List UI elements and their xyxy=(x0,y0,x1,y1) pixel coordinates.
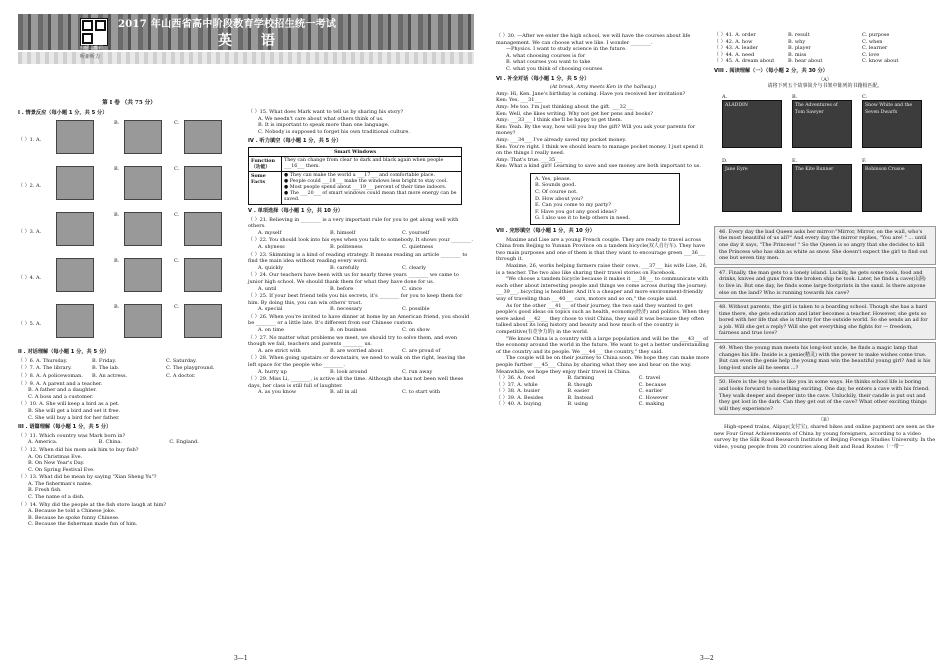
option: A. as you know xyxy=(258,389,297,396)
picture-image xyxy=(124,304,162,338)
book xyxy=(722,94,782,148)
options xyxy=(248,369,474,376)
picture-image xyxy=(184,304,222,338)
function-label: Function（功能） xyxy=(249,156,282,171)
option-picture xyxy=(114,120,174,160)
book xyxy=(862,94,922,148)
dialog-option: B. Sounds good. xyxy=(535,182,577,189)
picture-image xyxy=(124,166,162,200)
question-text: （ ）29. Miss Li, ________, is active all the time. Although she has not been well these days, her class is still full of laughter. xyxy=(248,376,464,389)
option: B. before xyxy=(330,285,354,292)
book xyxy=(792,158,852,212)
option-b: B. Friday. xyxy=(92,357,117,364)
question-9: （ ）9. A. A parent and a teacher. B. A father and a daughter. C. A boss and a customer. xyxy=(18,380,103,400)
choice-option: （ ）45. A. dream about xyxy=(714,58,775,65)
cloze-paragraph: "We know China is a country with a large population and will be the ___43___ of the economy around the world in the future. We want to get a better understanding of the country and its people. We ___44___ the country," they said. xyxy=(496,335,709,355)
column-4 xyxy=(714,32,936,450)
picture-image xyxy=(124,120,162,154)
question-13: （ ）13. What did he mean by saying "Xian Sheng Yu"? A. The fisherman's name. B. Fresh fish. C. The name of a dish. xyxy=(18,474,157,501)
choice-option: C. purpose xyxy=(862,32,890,38)
option-picture xyxy=(174,304,234,344)
option: B. on business xyxy=(330,327,367,334)
option: A. hurry up xyxy=(258,368,287,375)
picture-image xyxy=(56,212,94,246)
question-text: （ ）7. A. The library. xyxy=(18,365,72,372)
option-c: C. Saturday. xyxy=(166,357,197,364)
option: A. are strict with xyxy=(258,347,301,354)
book-description: 47. Finally, the man gets to a lonely island. Luckily, he gets some tools, food and drinks, knives and guns from the broken ship he took. Later, he finds a cave(山洞) to live in. But one day, he finds some large footprints in the sand. Is there anyone else on the land? Who is running towards his cave? xyxy=(714,267,936,299)
function-text: They can change from clear to dark and black again when people ___16___ them. xyxy=(282,156,462,171)
header-banner xyxy=(18,14,474,50)
choice-option: （ ）38. A. busier xyxy=(496,388,540,395)
cloze-choices-cont xyxy=(714,32,936,65)
option: C. clearly xyxy=(402,264,426,271)
option: C. since xyxy=(402,285,422,292)
table-title: Smart Windows xyxy=(249,147,462,156)
cloze-passage xyxy=(496,237,710,375)
option: A. on time xyxy=(258,327,284,334)
option-picture xyxy=(114,304,174,344)
options xyxy=(248,306,474,313)
cloze-choices xyxy=(496,375,710,408)
option: C. quietness xyxy=(402,243,434,250)
book-cover: Jane Eyre xyxy=(722,164,782,211)
exam-header xyxy=(18,8,474,96)
book-letter: C. xyxy=(862,93,868,100)
header-band xyxy=(18,52,474,64)
book xyxy=(792,94,852,148)
cloze-paragraph: The couple will be on their journey to China soon. We hope they can make more people further ___45___ China by sharing what they see and hear on the way. Meanwhile, we hope they enjoy their travel in China. xyxy=(496,355,710,375)
multiple-choice-list xyxy=(248,217,474,396)
book xyxy=(862,158,922,212)
dialog-questions xyxy=(18,358,240,380)
dialog-line: Ken: Well, she likes writing. Why not get her pens and books? xyxy=(496,110,653,117)
book-cover: Robinson Crusoe xyxy=(862,164,922,211)
options xyxy=(248,348,474,355)
cloze-paragraph: Maxime, 26, works helping farmers raise their cows, ___37___ his wife Lise, 26, is a teacher. The two also like sharing their travel stories on Facebook. xyxy=(496,263,708,276)
question-12: （ ）12. When did his mom ask him to buy fish? A. On Christmas Eve. B. On New Year's Day. C. On Spring Festival Eve. xyxy=(18,446,139,473)
mc-question xyxy=(248,376,474,396)
picture-question-5 xyxy=(18,302,240,346)
choice-option: B. though xyxy=(567,381,593,388)
book-descriptions xyxy=(714,226,936,416)
option: A. myself xyxy=(258,229,282,236)
book-letter: F. xyxy=(862,157,867,164)
options xyxy=(248,327,474,334)
choice-option: B. using xyxy=(567,401,588,408)
options xyxy=(248,230,474,237)
mc-question xyxy=(248,335,474,355)
column-1 xyxy=(18,100,240,529)
question-number: （ ）4. A. xyxy=(18,274,42,281)
cloze-choice xyxy=(714,52,936,59)
book-description: 50. Here is the boy who is like you in some ways. He thinks school life is boring and looks forward to something exciting. One day, he enters a cave with his friend. They walk deeper and deeper into the cave. Unluckily, their candle is put out and they get lost in the dark. Can they get out of the cave? What other exciting things will they experience? xyxy=(714,376,936,415)
question-text: （ ）24. Our teachers have been with us for nearly three years ________ we came to junior high school. We should thank them for what they have done for us. xyxy=(248,272,459,285)
options xyxy=(248,286,474,293)
picture-question-3 xyxy=(18,210,240,254)
option: C. are proud of xyxy=(402,347,441,354)
question-number: （ ）3. A. xyxy=(18,228,42,235)
question-text: （ ）25. If your best friend tells you his secrets, it's ________ for you to keep them for him. By doing this, you can win others' trust. xyxy=(248,293,463,306)
picture-image xyxy=(124,212,162,246)
section-6-title: VI . 补全对话（每小题 1 分，共 5 分） xyxy=(496,75,590,82)
option-b: B. An actress. xyxy=(92,372,128,379)
question-text: （ ）22. You should look into his eyes when you talk to somebody. It shows your ________. xyxy=(248,237,473,244)
choice-option: C. making xyxy=(638,401,665,408)
choice-option: C. travel xyxy=(638,375,661,382)
option: A. shyness xyxy=(258,243,285,250)
choice-option: B. result xyxy=(788,32,810,38)
picture-image xyxy=(56,258,94,292)
option: B. himself xyxy=(330,229,356,236)
cloze-choice xyxy=(714,45,936,52)
question-10: （ ）10. A. She will keep a bird as a pet. B. She will get a bird and set it free. C. She will buy a bird for her father. xyxy=(18,401,121,421)
question-text: （ ）8. A. A policewoman. xyxy=(18,372,83,379)
dialog-question xyxy=(18,365,240,372)
question-14: （ ）14. Why did the people at the fish store laugh at him? A. Because he told a Chinese joke. B. Because he spoke funny Chinese. C. Because the fisherman made fun of him. xyxy=(18,501,167,528)
sub-a: （A） xyxy=(818,76,832,83)
option-letter: C. xyxy=(174,212,180,219)
choice-option: B. miss xyxy=(788,51,807,58)
option-letter: C. xyxy=(174,304,180,311)
dialog-question xyxy=(18,358,240,365)
option: B. necessary xyxy=(330,306,363,313)
choice-option: C. because xyxy=(638,381,667,388)
picture-question-2 xyxy=(18,164,240,208)
picture-question-1 xyxy=(18,118,240,162)
book-letter: E. xyxy=(792,157,798,164)
picture-image xyxy=(184,120,222,154)
book-description: 49. When the young man meets his long-lost uncle, he finds a magic lamp that changes his life. Inside is a genie(精灵) with the power to make wishes come true. But can even the genie help the young man win the beautiful young girl? And is his long-lost uncle all he seems ...? xyxy=(714,342,936,374)
choice-option: （ ）41. A. order xyxy=(714,32,756,38)
section-2-title: II . 对话理解（每小题 1 分，共 5 分） xyxy=(18,349,110,356)
cloze-choice xyxy=(496,388,710,395)
choice-option: C. when xyxy=(862,38,883,45)
qr-code[interactable] xyxy=(80,18,108,46)
book xyxy=(722,158,782,212)
option: A. until xyxy=(258,285,277,292)
choice-option: （ ）42. A. how xyxy=(714,38,753,45)
dialog-line: Ken: What a kind girl! Learning to save and use money are both important to us. xyxy=(496,163,701,170)
section-5-title: V . 单项选择（每小题 1 分，共 10 分） xyxy=(248,207,344,214)
dialog-line: Amy: ___33___ I think she'll be happy to get them. xyxy=(496,117,623,124)
option: C. possible xyxy=(402,306,430,313)
dialog-line: Amy: ___34___ I've already saved my pocket money. xyxy=(496,136,627,143)
option-letter: B. xyxy=(114,304,120,311)
exam-title: 2017 年山西省高中阶段教育学校招生统一考试 xyxy=(118,19,337,30)
dialog-options-box xyxy=(530,173,680,225)
option-picture xyxy=(54,212,114,252)
cloze-choice xyxy=(714,32,936,39)
choice-option: （ ）44. A. need xyxy=(714,51,755,58)
book-cover: The Adventures of Tom Sawyer xyxy=(792,100,852,147)
dialog-line: Ken: You're right. I think we should learn to manage pocket money. I just spend it on the things I really need. xyxy=(496,143,704,157)
dialog-lines xyxy=(496,91,710,170)
mc-question xyxy=(248,217,474,237)
choice-option: B. Instead xyxy=(567,394,594,401)
dialog-option: A. Yes, please. xyxy=(535,175,572,182)
dialog-option: F. Have you got any good ideas? xyxy=(535,208,617,215)
stage-direction: (At break, Amy meets Ken in the hallway.) xyxy=(549,84,657,91)
question-text: （ ）28. When going upstairs or downstairs, we need to walk on the right, leaving the left space for the people who ________. xyxy=(248,355,466,369)
option: A. special xyxy=(258,306,283,313)
option-letter: B. xyxy=(114,120,120,127)
cloze-choice xyxy=(496,382,710,389)
option-picture xyxy=(174,258,234,298)
choice-option: B. farming xyxy=(567,375,595,382)
choice-option: C. However xyxy=(638,394,669,401)
picture-image xyxy=(184,166,222,200)
option-picture xyxy=(114,258,174,298)
option-letter: C. xyxy=(174,120,180,127)
dialog-option: D. How about you? xyxy=(535,195,583,202)
cloze-paragraph: "We choose a tandem bicycle because it makes it ___38___ to communicate with each other about interesting people and things we come across during the journey. ___39___, bicycling is healthier. And it's a cheaper and more environment-friendly way of traveling than ___40___ cars, motors and so on," the couple said. xyxy=(496,276,709,302)
cloze-choice xyxy=(496,395,710,402)
question-text: （ ）21. Believing in ________ is a very important rule for you to get along well with others. xyxy=(248,216,459,230)
mc-question xyxy=(248,272,474,292)
option-picture xyxy=(174,120,234,160)
choice-option: （ ）43. A. leader xyxy=(714,45,759,52)
section-3-title: III . 语篇理解（每小题 1 分，共 5 分） xyxy=(18,424,112,431)
option-c: C. The playground. xyxy=(166,365,215,372)
cloze-choice xyxy=(496,375,710,382)
question-text: （ ）26. When you're invited to have dinner at home by an American friend, you should be ________ or a little late. It's different from our Chinese custom. xyxy=(248,313,470,327)
column-3 xyxy=(496,32,710,408)
picture-image xyxy=(184,258,222,292)
choice-option: （ ）39. A. Besides xyxy=(496,394,544,401)
question-text: （ ）23. Skimming is a kind of reading strategy. It means reading an article ________ to find the main idea without reading every word. xyxy=(248,251,468,265)
book-cover: Snow White and the Seven Dwarfs xyxy=(862,100,922,147)
option-letter: B. xyxy=(114,212,120,219)
choice-option: B. easier xyxy=(567,388,590,395)
cloze-choice xyxy=(714,39,936,46)
option-letter: C. xyxy=(174,258,180,265)
choice-option: C. love xyxy=(862,51,880,58)
question-text: （ ）6. A. Thursday. xyxy=(18,357,68,364)
option-picture xyxy=(54,304,114,344)
option-letter: B. xyxy=(114,258,120,265)
dialog-line: Amy: Hi, Ken. Jane's birthday is coming. Have you received her invitation? xyxy=(496,90,686,97)
option: C. to start with xyxy=(402,389,441,396)
book-letter: D. xyxy=(722,157,728,164)
choice-option: （ ）40. A. buying xyxy=(496,401,542,408)
option-b: B. The lab. xyxy=(92,365,120,372)
question-number: （ ）1. A. xyxy=(18,136,42,143)
section-7-title: VII . 完形填空（每小题 1 分，共 10 分） xyxy=(496,228,595,235)
dialog-line: Ken: Yeah. By the way, how will you buy the gift? Will you ask your parents for money? xyxy=(496,123,696,137)
page-number-right: 3—2 xyxy=(700,655,714,662)
bookshelf xyxy=(722,94,922,222)
book-description: 48. Without parents, the girl is taken to a boarding school. Though she has a hard time there, she gets education and later becomes a teacher. However, she gets so bored with her life that she is thirsty for the outside world. So she sends an ad for a job. Will she get a reply? Will she get everything she fights for — freedom, fairness and true love? xyxy=(714,301,936,340)
mc-question xyxy=(248,237,474,250)
mc-question xyxy=(248,293,474,313)
option-picture xyxy=(174,166,234,206)
choice-option: B. player xyxy=(788,45,811,52)
option-picture xyxy=(54,120,114,160)
question-11: （ ）11. Which country was Mark born in? A. America. B. China. C. England. xyxy=(18,432,199,446)
option: B. look around xyxy=(330,368,368,375)
facts-label: Some Facts xyxy=(249,171,282,204)
option-picture xyxy=(114,166,174,206)
picture-image xyxy=(56,166,94,200)
section-4-title: IV . 听力填空（每小题 1 分，共 5 分） xyxy=(248,138,342,145)
cloze-choice xyxy=(496,401,710,408)
question-15: （ ）15. What does Mark want to tell us by sharing his story? A. We needn't care about what others think of us. B. It is important to speak more than one language. C. Nobody is supposed to forget his own traditional culture. xyxy=(248,109,410,135)
section-8-title: VIII . 阅读理解（一）（每小题 2 分，共 30 分） xyxy=(714,67,828,74)
option: C. yourself xyxy=(402,229,430,236)
option-picture xyxy=(174,212,234,252)
listening-label: 听新听力 xyxy=(80,54,101,60)
choice-option: C. learner xyxy=(862,45,888,52)
choice-option: B. hear about xyxy=(788,58,823,65)
option-c: C. A doctor. xyxy=(166,372,196,379)
column-2 xyxy=(248,108,474,397)
cloze-paragraph: Maxime and Lise are a young French couple. They are ready to travel across China from Beijing to Yunnan Province on a tandem bicycle(双人自行车). They have two main purposes and one of them is that they want to encourage green ___36___ through it. xyxy=(496,236,706,263)
picture-image xyxy=(56,120,94,154)
picture-questions xyxy=(18,118,240,346)
picture-image xyxy=(124,258,162,292)
book-cover: The Kite Runner xyxy=(792,164,852,211)
option: B. all in all xyxy=(330,389,358,396)
mc-question xyxy=(248,314,474,334)
option: C. on show xyxy=(402,327,430,334)
cloze-choice xyxy=(714,58,936,65)
sub-b: （B） xyxy=(818,417,832,424)
options xyxy=(248,389,474,396)
option-picture xyxy=(54,166,114,206)
dialog-line: Ken: Yes. ___31___ xyxy=(496,97,542,104)
option: C. run away xyxy=(402,368,433,375)
question-30: （ ）30. —After we enter the high school, we will have the courses about life management. We can choose what we like. I wonder ________. —Physics. I want to study science in the future. A. what choosing courses is for B. what courses you want to take C. what you think of choosing courses xyxy=(496,33,691,72)
option: B. carefully xyxy=(330,264,360,271)
question-text: （ ）27. No matter what problems we meet, we should try to solve them, and even though we fail, teachers and parents ________ us. xyxy=(248,334,458,348)
page-number-left: 3—1 xyxy=(234,655,248,662)
choice-option: （ ）37. A. while xyxy=(496,381,538,388)
cloze-paragraph: As for the other ___41___ of their journey, the two said they wanted to get people's good ideas on topics such as health, economy(经济) and politics. When they were asked ___42___ they chose to visit China, they said it was because they often talked about its long history and beauty and how much of the country is competitive(有竞争力的) in the world. xyxy=(496,302,710,335)
dialog-option: G. I also use it to help others in need. xyxy=(535,215,631,222)
subject-title: 英 语 xyxy=(218,33,287,49)
mc-question xyxy=(248,252,474,272)
scan-label: 扫描二维码 xyxy=(80,46,103,51)
options xyxy=(248,244,474,251)
picture-image xyxy=(184,212,222,246)
smart-windows-table: Smart Windows Function（功能） They can change from clear to dark and black again when people ___16___ them. Some Facts ● They can make the world a ___17___ and comfortable place. ● People could ___18___ make the windows less bright to stay cool. ● Most people spend about ___19___ percent of their time indoors. ● The ___20___ of smart windows could mean that more energy can be saved. xyxy=(248,147,462,205)
instruction: 请将下列五个故事简介与书架中陈列的书籍相匹配。 xyxy=(767,83,883,90)
book-letter: B. xyxy=(792,93,798,100)
dialog-line: Amy: Me too. I'm just thinking about the gift. ___32___ xyxy=(496,103,634,110)
choice-option: C. know about xyxy=(862,58,899,65)
option: B. are worried about xyxy=(330,347,383,354)
dialog-option: C. Of course not. xyxy=(535,189,578,196)
part-title: 第 I 卷 （共 75 分） xyxy=(102,100,156,106)
mc-question xyxy=(248,355,474,375)
dialog-option: E. Can you come to my party? xyxy=(535,202,612,209)
option-picture xyxy=(54,258,114,298)
choice-option: C. earlier xyxy=(638,388,663,395)
book-letter: A. xyxy=(722,93,728,100)
book-cover: ALADDIN xyxy=(722,100,782,147)
dialog-line: Amy: That's true. ___35___ xyxy=(496,156,563,163)
book-description: 46. Every day the bad Queen asks her mirror:"Mirror, Mirror, on the wall, who's the most beautiful of us all?" And every day the mirror replies, "You are! " ... until one day it says, "The Princess! " So the Queen is so angry that she decides to kill the Princess who has skin as white as snow. She doesn't expect the girl to find out one but seven tiny men. xyxy=(714,226,936,265)
question-number: （ ）2. A. xyxy=(18,182,42,189)
dialog-question xyxy=(18,373,240,380)
option-letter: B. xyxy=(114,166,120,173)
picture-question-4 xyxy=(18,256,240,300)
passage-b: High-speed trains, Alipay(支付宝), shared bikes and online payment are seen as the new Four Great Achievements of China by young foreigners, according to a video survey by the Silk Road Research Institute of Beijing Foreign Studies University. In the video, young people from 20 countries along Belt and Road Routes（一带一 xyxy=(714,424,936,450)
option-letter: C. xyxy=(174,166,180,173)
choice-option: （ ）36. A. food xyxy=(496,375,535,382)
option-picture xyxy=(114,212,174,252)
option: A. quickly xyxy=(258,264,284,271)
question-number: （ ）5. A. xyxy=(18,320,42,327)
choice-option: B. why xyxy=(788,38,806,45)
section-1-title: I . 情景反应（每小题 1 分，共 5 分） xyxy=(18,109,108,116)
options xyxy=(248,265,474,272)
option: B. politeness xyxy=(330,243,363,250)
picture-image xyxy=(56,304,94,338)
